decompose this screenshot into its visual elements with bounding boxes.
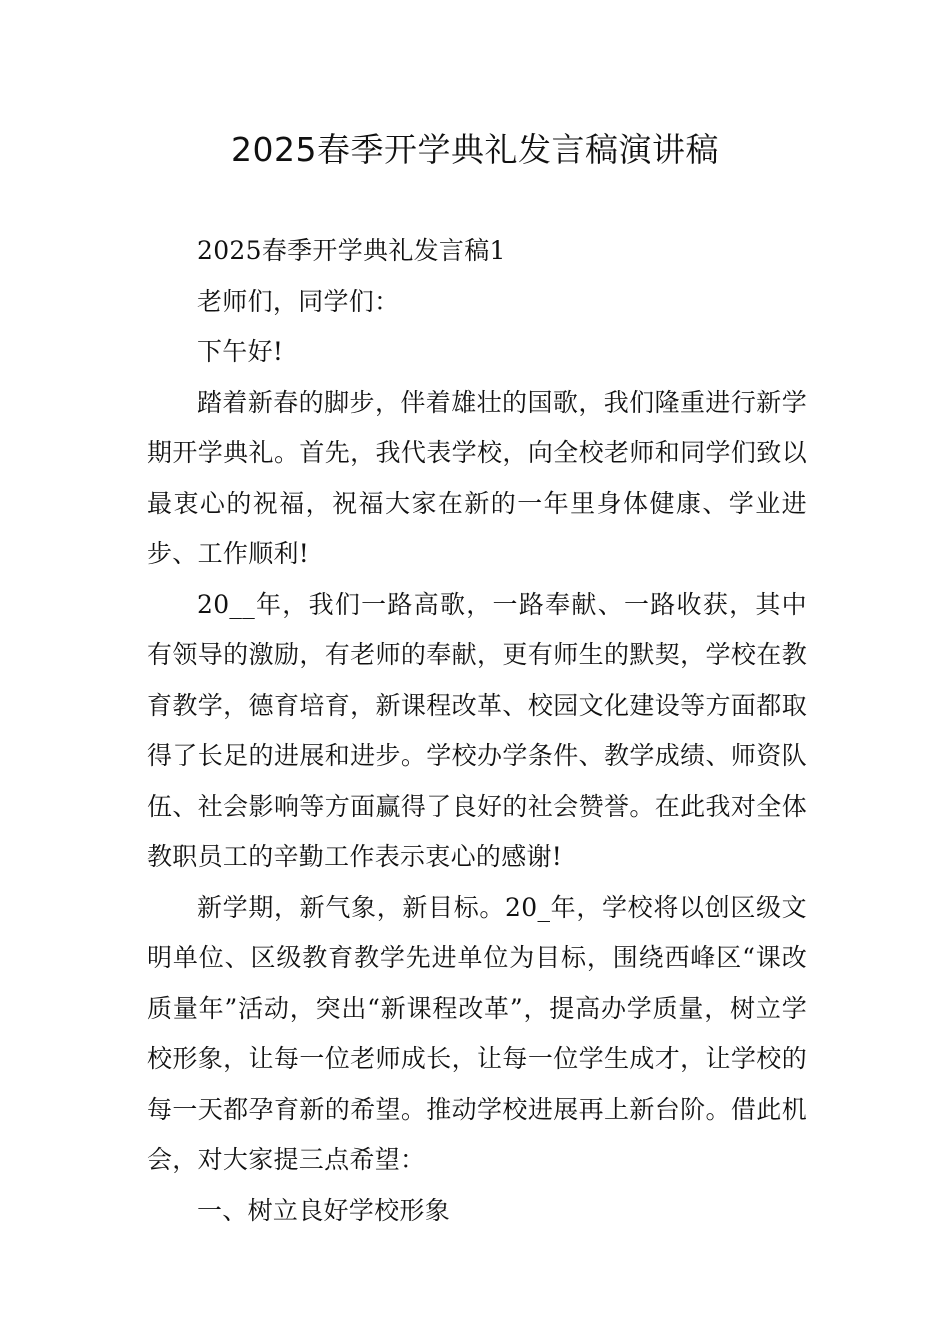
paragraph-point-one: 一、树立良好学校形象 bbox=[197, 1195, 451, 1225]
paragraph-heading: 2025春季开学典礼发言稿1 bbox=[197, 236, 506, 265]
document-body bbox=[147, 226, 807, 1236]
paragraph-salutation: 老师们，同学们： bbox=[197, 286, 400, 316]
paragraph-review: 20__年，我们一路高歌，一路奉献、一路收获，其中有领导的激励，有老师的奉献，更有师生的默契，学校在教育教学，德育培育，新课程改革、校园文化建设等方面都取得了长足的进展和进步。学校办学条件、教学成绩、师资队伍、社会影响等方面赢得了良好的社会赞誉。在此我对全体教职员工的辛勤工作表示衷心的感谢! bbox=[147, 589, 807, 871]
document-title: 2025春季开学典礼发言稿演讲稿 bbox=[231, 130, 719, 169]
paragraph-greeting: 下午好! bbox=[197, 337, 284, 366]
paragraph-new-goals: 新学期，新气象，新目标。20_年，学校将以创区级文明单位、区级教育教学先进单位为目标，围绕西峰区“课改质量年”活动，突出“新课程改革”，提高办学质量，树立学校形象，让每一位老师成长，让每一位学生成才，让学校的每一天都孕育新的希望。推动学校进展再上新台阶。借此机会，对大家提三点希望： bbox=[147, 892, 807, 1174]
paragraph-opening: 踏着新春的脚步，伴着雄壮的国歌，我们隆重进行新学期开学典礼。首先，我代表学校，向全校老师和同学们致以最衷心的祝福，祝福大家在新的一年里身体健康、学业进步、工作顺利! bbox=[147, 387, 807, 568]
